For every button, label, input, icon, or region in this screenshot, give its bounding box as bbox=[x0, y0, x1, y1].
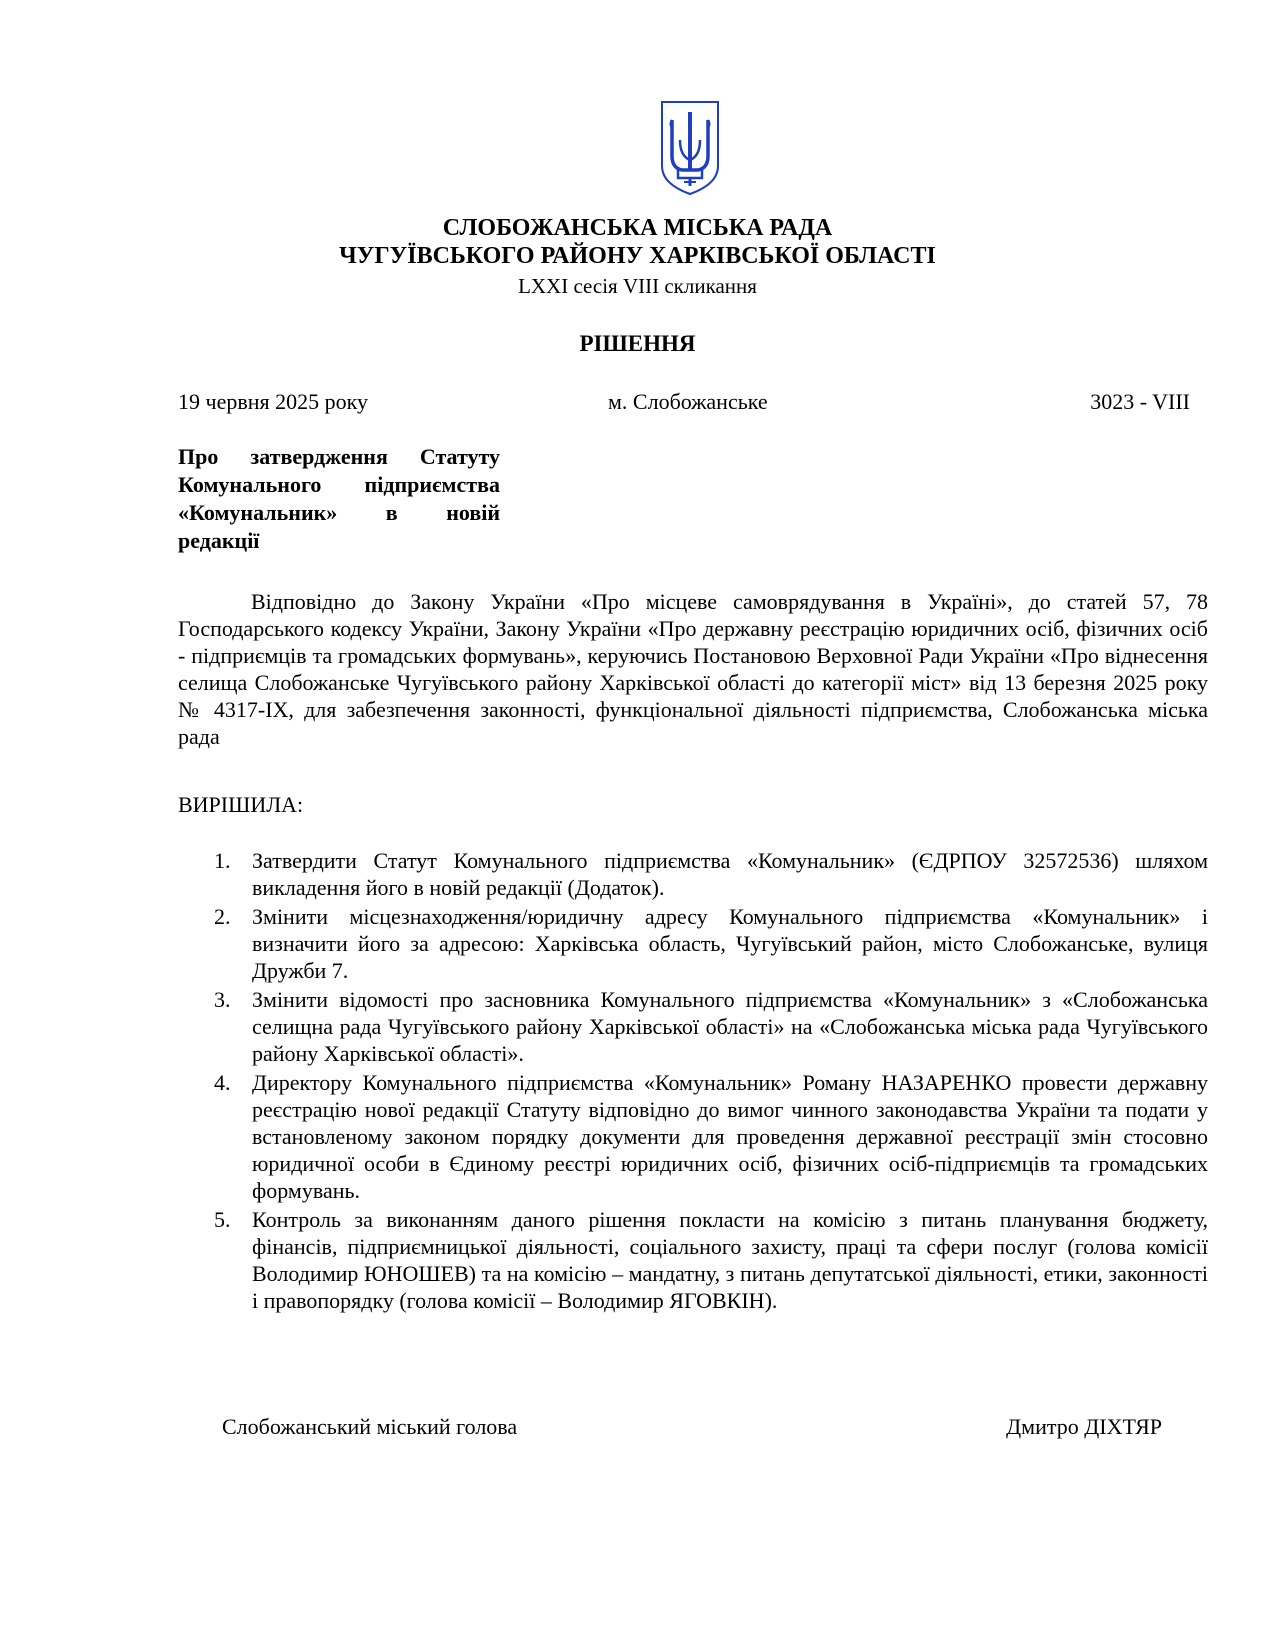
subject-line-3: «Комунальник» в новій bbox=[178, 500, 500, 525]
resolved-label: ВИРІШИЛА: bbox=[178, 792, 304, 817]
signature-block bbox=[222, 1412, 1162, 1442]
decision-item bbox=[178, 986, 1208, 1067]
item-text: Контроль за виконанням даного рішення покласти на комісію з питань планування бюджету, фінансів, підприємницької діяльності, соціального захисту, праці та сфери послуг (голова комісії Володимир ЮНОШЕВ) та на комісію – мандатну, з питань депутатської діяльності, етики, законності і правопорядку (голова комісії – Володимир ЯГОВКІН). bbox=[252, 1207, 1208, 1313]
decision-number: 3023 - VIII bbox=[1090, 389, 1190, 414]
council-name bbox=[0, 214, 1275, 270]
dateline bbox=[178, 387, 1190, 417]
signatory-name: Дмитро ДІХТЯР bbox=[1006, 1414, 1162, 1439]
decision-subject bbox=[178, 443, 500, 555]
item-text: Змінити відомості про засновника Комунального підприємства «Комунальник» з «Слобожанська селищна рада Чугуївського району Харківської області» на «Слобожанська міська рада Чугуївського району Харківської області». bbox=[252, 987, 1208, 1066]
subject-line-4: редакції bbox=[178, 528, 260, 553]
item-text: Директору Комунального підприємства «Комунальник» Роману НАЗАРЕНКО провести державну реєстрацію нової редакції Статуту відповідно до вимог чинного законодавства України та подати у встановленому законом порядку документи для проведення державної реєстрації змін стосовно юридичної особи в Єдиному реєстрі юридичних осіб, фізичних осіб-підприємців та громадських формувань. bbox=[252, 1070, 1208, 1203]
preamble-paragraph: Відповідно до Закону України «Про місцеве самоврядування в Україні», до статей 57, 78 Господарського кодексу України, Закону України «Про державну реєстрацію юридичних осіб, фізичних осіб - підприємців та громадських формувань», керуючись Постановою Верховної Ради України «Про віднесення селища Слобожанське Чугуївського району Харківської області до категорії міст» від 13 березня 2025 року № 4317-ІХ, для забезпечення законності, функціональної діяльності підприємства, Слобожанська міська рада bbox=[178, 589, 1208, 749]
decision-item bbox=[178, 903, 1208, 984]
trident-icon bbox=[658, 100, 722, 196]
item-text: Змінити місцезнаходження/юридичну адресу Комунального підприємства «Комунальник» і визначити його за адресою: Харківська область, Чугуївський район, місто Слобожанське, вулиця Дружби 7. bbox=[252, 904, 1208, 983]
signatory-role: Слобожанський міський голова bbox=[222, 1414, 518, 1439]
decision-item bbox=[178, 1069, 1208, 1204]
decision-place: м. Слобожанське bbox=[608, 389, 768, 414]
document-title: РІШЕННЯ bbox=[579, 331, 696, 356]
item-number: 3. bbox=[214, 987, 231, 1012]
subject-line-1: Про затвердження Статуту bbox=[178, 444, 500, 469]
decision-item bbox=[178, 847, 1208, 901]
item-text: Затвердити Статут Комунального підприємства «Комунальник» (ЄДРПОУ 32572536) шляхом викладення його в новій редакції (Додаток). bbox=[252, 848, 1208, 900]
decision-items-list bbox=[178, 847, 1208, 1316]
council-name-line-2: ЧУГУЇВСЬКОГО РАЙОНУ ХАРКІВСЬКОЇ ОБЛАСТІ bbox=[339, 243, 936, 269]
item-number: 4. bbox=[214, 1070, 231, 1095]
session-line: LXXI сесія VIII скликання bbox=[518, 274, 757, 298]
item-number: 5. bbox=[214, 1207, 231, 1232]
subject-line-2: Комунального підприємства bbox=[178, 472, 500, 497]
item-number: 2. bbox=[214, 904, 231, 929]
decision-item bbox=[178, 1206, 1208, 1314]
council-name-line-1: СЛОБОЖАНСЬКА МІСЬКА РАДА bbox=[442, 215, 833, 241]
decision-date: 19 червня 2025 року bbox=[178, 389, 368, 414]
item-number: 1. bbox=[214, 848, 231, 873]
